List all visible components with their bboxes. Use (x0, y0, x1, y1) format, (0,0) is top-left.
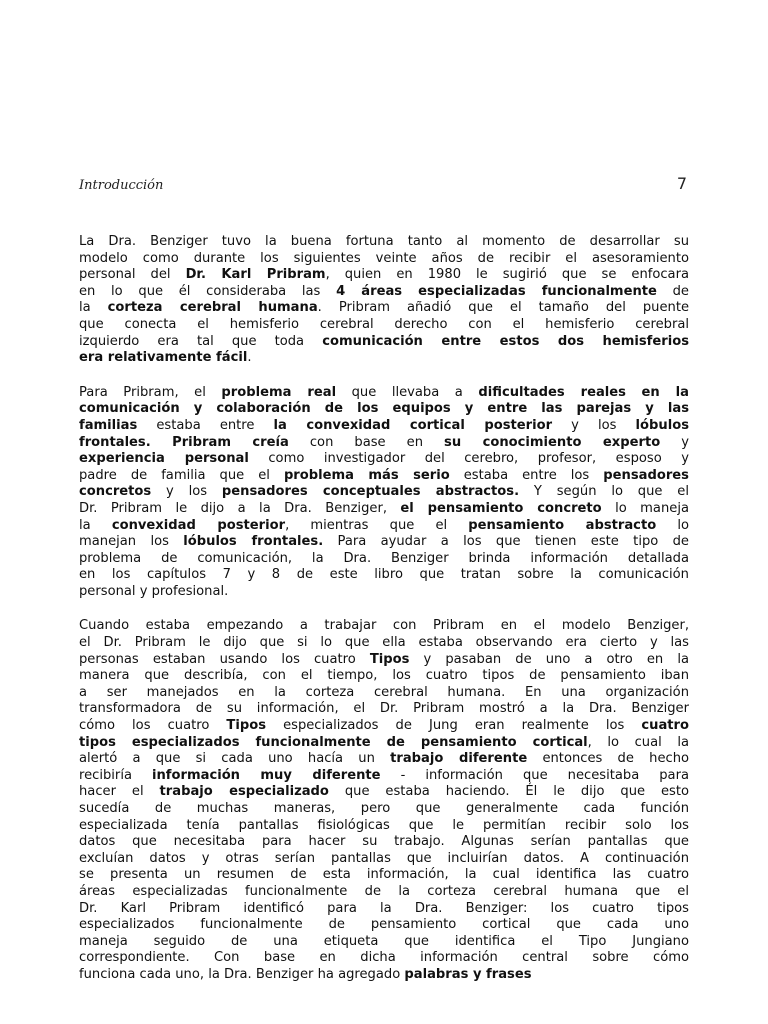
text-line (79, 668, 689, 685)
text-line (79, 334, 689, 351)
text-run: especializados de Jung eran realmente los (266, 718, 642, 734)
text-run: que conecta el hemisferio cerebral derecho con el hemisferio cerebral (79, 316, 689, 332)
bold-text: convexidad posterior (111, 517, 286, 533)
text-run: , mientras que el (285, 517, 469, 533)
bold-text: corteza cerebral humana (107, 300, 318, 316)
text-line (79, 967, 689, 984)
bold-text: su conocimiento experto (444, 434, 661, 450)
text-run: , quien en 1980 le sugirió que se enfocara (325, 267, 689, 283)
text-run: modelo como durante los siguientes veinte años de recibir el asesoramiento (79, 250, 689, 266)
text-run: áreas especializadas funcionalmente de la corteza cerebral humana que el (79, 883, 689, 899)
bold-text: Dr. Karl Pribram (185, 267, 326, 283)
bold-text: 4 áreas especializadas funcionalmente (336, 283, 657, 299)
text-line (79, 884, 689, 901)
text-line (79, 584, 689, 601)
text-line (79, 934, 689, 951)
text-run: estaba entre los (449, 467, 604, 483)
text-line (79, 551, 689, 568)
bold-text: pensamiento abstracto (468, 517, 657, 533)
text-line (79, 350, 689, 367)
text-line (79, 501, 689, 518)
text-line (79, 251, 689, 268)
text-run: especializada tenía pantallas fisiológicas que le permitían recibir solo los (79, 817, 689, 833)
text-line (79, 267, 689, 284)
text-run: personal y profesional. (79, 583, 229, 599)
bold-text: palabras y frases (404, 966, 532, 982)
paragraph (79, 618, 689, 983)
text-run: personas estaban usando los cuatro (79, 651, 370, 667)
bold-text: concretos (79, 484, 152, 500)
text-run: problema de comunicación, la Dra. Benziger brinda información detallada (79, 550, 689, 566)
bold-text: cuatro (641, 718, 689, 734)
text-line (79, 867, 689, 884)
text-run: . Pribram añadió que el tamaño del puente (317, 300, 690, 316)
text-run: alertó a que si cada uno hacía un (79, 751, 391, 767)
text-run: entonces de hecho (527, 751, 690, 767)
text-line (79, 652, 689, 669)
bold-text: tipos especializados funcionalmente de pensamiento cortical (79, 734, 588, 750)
bold-text: experiencia personal (79, 451, 249, 467)
text-run: cómo los cuatro (79, 718, 227, 734)
text-run: y pasaban de uno a otro en la (409, 651, 689, 667)
text-run: recibiría (79, 767, 152, 783)
text-line (79, 618, 689, 635)
text-run: en lo que él consideraba las (79, 283, 337, 299)
text-run: Dr. Karl Pribram identificó para la Dra. Benziger: los cuatro tipos (79, 900, 689, 916)
text-line (79, 801, 689, 818)
bold-text: la convexidad cortical posterior (273, 417, 553, 433)
bold-text: trabajo especializado (159, 784, 329, 800)
text-line (79, 834, 689, 851)
text-line (79, 484, 689, 501)
text-run: a ser manejados en la corteza cerebral humana. En una organización (79, 684, 689, 700)
text-run: como investigador del cerebro, profesor, esposo y (248, 451, 689, 467)
text-run: transformadora de su información, el Dr. Pribram mostró a la Dra. Benziger (79, 701, 689, 717)
text-line (79, 635, 689, 652)
text-run: - información que necesitaba para (380, 767, 689, 783)
text-run: izquierdo era tal que toda (79, 333, 323, 349)
text-run: Para ayudar a los que tienen este tipo de (323, 534, 689, 550)
text-run: la (79, 517, 112, 533)
text-line (79, 385, 689, 402)
page-number: 7 (676, 174, 687, 193)
text-run: personal del (79, 267, 186, 283)
text-run: que estaba haciendo. Él le dijo que esto (328, 784, 690, 800)
text-line (79, 718, 689, 735)
text-run: sucedía de muchas maneras, pero que generalmente cada función (79, 801, 689, 816)
text-line (79, 468, 689, 485)
text-run: estaba entre (137, 417, 274, 433)
text-line (79, 451, 689, 468)
text-line (79, 784, 689, 801)
text-run: y los (552, 417, 636, 433)
text-run: , lo cual la (587, 734, 689, 750)
text-run: y (660, 434, 689, 450)
bold-text: dificultades reales (478, 384, 626, 400)
text-line (79, 534, 689, 551)
text-run: Para Pribram, el (79, 384, 222, 400)
text-run: Cuando estaba empezando a trabajar con Pribram en el modelo Benziger, (79, 618, 689, 634)
text-run: que llevaba a (336, 384, 479, 400)
text-line (79, 401, 689, 418)
running-header (79, 174, 687, 200)
text-line (79, 917, 689, 934)
text-run: padre de familia que el (79, 467, 284, 483)
bold-text: pensadores conceptuales abstractos. (221, 484, 520, 500)
text-run: y los (151, 484, 222, 500)
text-run: la (79, 300, 108, 316)
bold-text: el pensamiento concreto (400, 500, 602, 516)
body-text (79, 234, 689, 1002)
text-line (79, 901, 689, 918)
text-run: manera que describía, con el tiempo, los cuatro tipos de pensamiento iban (79, 668, 689, 684)
bold-text: era relativamente fácil (79, 350, 248, 366)
bold-text: Tipos (369, 651, 410, 667)
bold-text: familias (79, 417, 138, 433)
bold-text: pensadores (603, 467, 689, 483)
text-line (79, 768, 689, 785)
bold-text: comunicación entre estos dos hemisferios (322, 333, 689, 349)
text-run: Dr. Pribram le dijo a la Dra. Benziger, (79, 500, 401, 516)
bold-text: en la (641, 384, 689, 400)
text-line (79, 567, 689, 584)
text-line (79, 284, 689, 301)
bold-text: problema más serio (283, 467, 450, 483)
text-line (79, 234, 689, 251)
text-line (79, 701, 689, 718)
bold-text: Tipos (226, 718, 266, 734)
paragraph (79, 385, 689, 601)
text-run (626, 385, 642, 400)
text-line (79, 751, 689, 768)
text-run: datos que necesitaba para hacer su trabajo. Algunas serían pantallas que (79, 834, 689, 850)
text-run: en los capítulos 7 y 8 de este libro que tratan sobre la comunicación (79, 567, 689, 583)
text-run: Y según lo que el (519, 484, 689, 500)
text-line (79, 851, 689, 868)
text-run: se presenta un resumen de esta información, la cual identifica las cuatro (79, 867, 689, 883)
text-run: con base en (288, 434, 445, 450)
bold-text: lóbulos frontales. (183, 534, 324, 550)
bold-text: trabajo diferente (390, 751, 528, 767)
text-line (79, 317, 689, 334)
bold-text: frontales. Pribram creía (79, 434, 289, 450)
text-run: especializados funcionalmente de pensamiento cortical que cada uno (79, 917, 689, 933)
bold-text: comunicación y colaboración de los equipos y entre las parejas y las (79, 401, 689, 417)
text-line (79, 818, 689, 835)
text-run: el Dr. Pribram le dijo que si lo que ella estaba observando era cierto y las (79, 635, 689, 651)
text-run: lo (656, 517, 689, 533)
text-run: manejan los (79, 534, 184, 550)
text-run: maneja seguido de una etiqueta que identifica el Tipo Jungiano (79, 933, 689, 949)
text-line (79, 950, 689, 967)
text-run: . (247, 350, 252, 366)
text-line (79, 435, 689, 452)
text-run: excluían datos y otras serían pantallas que incluirían datos. A continuación (79, 850, 689, 866)
bold-text: problema real (221, 384, 337, 400)
text-line (79, 735, 689, 752)
text-run: funciona cada uno, la Dra. Benziger ha agregado (79, 966, 405, 982)
text-run: de (656, 283, 689, 299)
text-run: hacer el (79, 784, 160, 800)
text-line (79, 518, 689, 535)
text-line (79, 685, 689, 702)
paragraph (79, 234, 689, 367)
chapter-title: Introducción (79, 178, 164, 193)
bold-text: información muy diferente (152, 767, 381, 783)
text-run: correspondiente. Con base en dicha información central sobre cómo (79, 950, 689, 966)
bold-text: lóbulos (635, 417, 689, 433)
text-run: La Dra. Benziger tuvo la buena fortuna tanto al momento de desarrollar su (79, 234, 689, 249)
text-run: lo maneja (601, 500, 689, 516)
text-line (79, 418, 689, 435)
text-line (79, 300, 689, 317)
